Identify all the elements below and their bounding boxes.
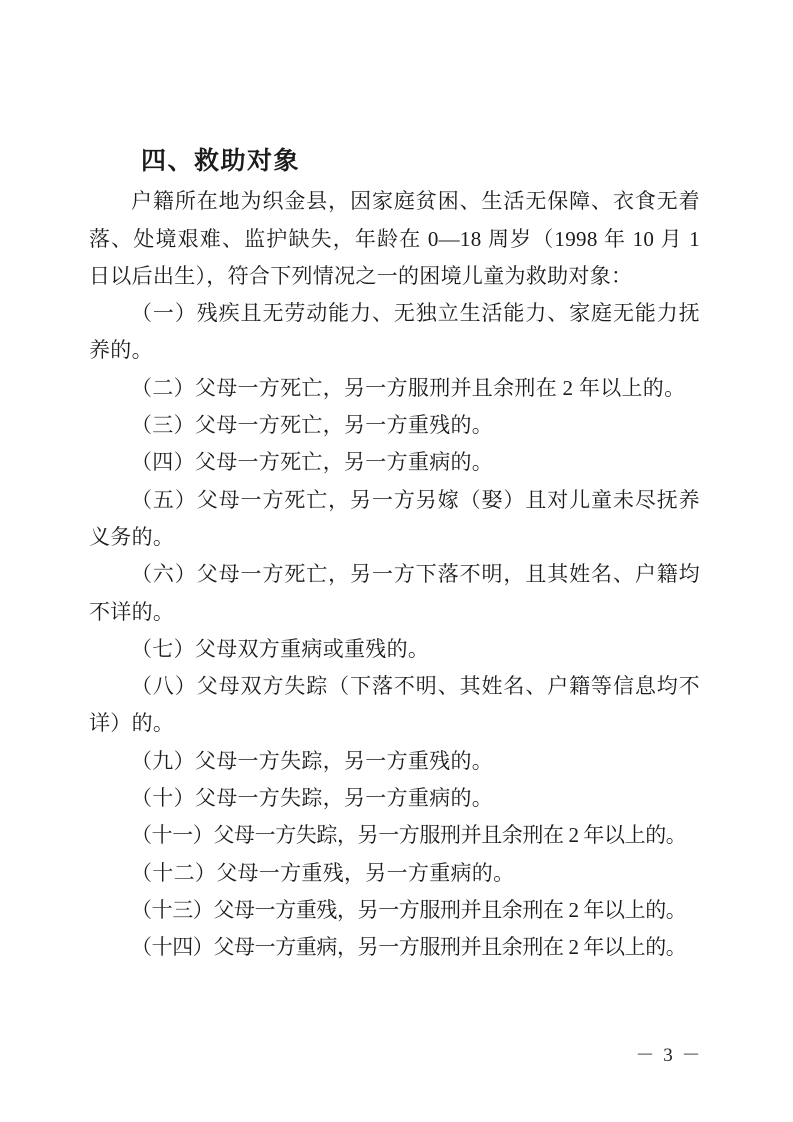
clause-item-13: （十三）父母一方重残，另一方服刑并且余刑在 2 年以上的。 [131,897,687,922]
intro-paragraph: 户籍所在地为织金县，因家庭贫困、生活无保障、衣食无着落、处境艰难、监护缺失，年龄在 0—18 周岁（1998 年 10 月 1 日以后出生），符合下列情况之一的困境儿童为救助对象： [89,189,700,288]
clause-item-4: （四）父母一方死亡，另一方重病的。 [131,450,494,475]
clause-item-1: （一）残疾且无劳动能力、无独立生活能力、家庭无能力抚养的。 [89,301,700,363]
clause-item-2: （二）父母一方死亡，另一方服刑并且余刑在 2 年以上的。 [131,375,686,400]
clause-item-12: （十二）父母一方重残，另一方重病的。 [131,860,515,885]
clause-item-5: （五）父母一方死亡，另一方另嫁（娶）且对儿童未尽抚养义务的。 [89,487,700,549]
clause-item-6: （六）父母一方死亡，另一方下落不明，且其姓名、户籍均不详的。 [89,562,700,624]
clause-item-9: （九）父母一方失踪，另一方重残的。 [131,748,494,773]
clause-item-8: （八）父母双方失踪（下落不明、其姓名、户籍等信息均不详）的。 [89,674,700,736]
document-body [89,143,700,967]
clause-item-10: （十）父母一方失踪，另一方重病的。 [131,786,494,811]
section-heading: 四、救助对象 [141,147,301,175]
page-number: － 3 － [635,1045,703,1066]
clause-item-14: （十四）父母一方重病，另一方服刑并且余刑在 2 年以上的。 [131,935,687,960]
clause-item-7: （七）父母双方重病或重残的。 [131,636,430,661]
clause-item-3: （三）父母一方死亡，另一方重残的。 [131,413,494,438]
clause-item-11: （十一）父母一方失踪，另一方服刑并且余刑在 2 年以上的。 [131,823,687,848]
